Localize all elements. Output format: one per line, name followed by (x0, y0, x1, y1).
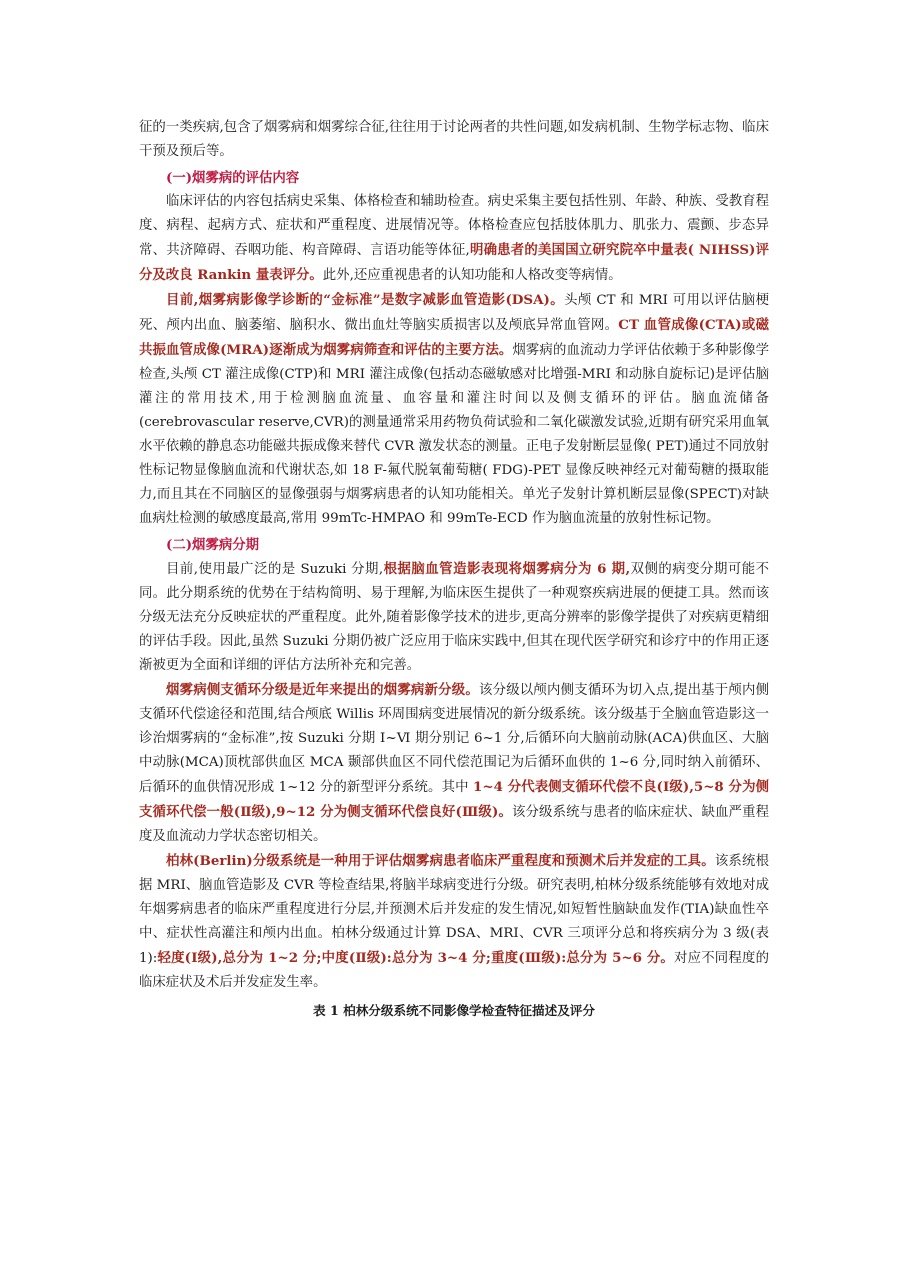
highlighted-text: 根据脑血管造影表现将烟雾病分为 6 期, (383, 561, 631, 577)
text-run: 该系统根据 MRI、脑血管造影及 CVR 等检查结果,将脑半球病变进行分级。研究表明,柏林分级系统能够有效地对成年烟雾病患者的临床严重程度进行分层,并预测术后并发症的发生情况,如短暂性脑缺血发作(TIA)缺血性卒中、症状性高灌注和颅内出血。柏林分级通过计算 DSA、MRI、CVR 三项评分总和将疾病分为 3 级(表 1): (139, 854, 769, 966)
text-run: (二)烟雾病分期 (166, 537, 260, 553)
table-caption: 表 1 柏林分级系统不同影像学检查特征描述及评分 (312, 1003, 595, 1018)
highlighted-text: CT 血管成像(CTA)或磁共振血管成像(MRA)逐渐成为烟雾病筛查和评估的主要方法。 (139, 317, 769, 358)
highlighted-text: 烟雾病侧支循环分级是近年来提出的烟雾病新分级。 (166, 682, 479, 698)
text-run: 对应不同程度的临床症状及术后并发症发生率。 (139, 951, 769, 990)
highlighted-text: 1~4 分代表侧支循环代偿不良(Ⅰ级),5~8 分为侧支循环代偿一般(Ⅱ级),9~12 分为侧支循环代偿良好(Ⅲ级)。 (139, 779, 769, 820)
text-run: 头颅 CT 和 MRI 可用以评估脑梗死、颅内出血、脑萎缩、脑积水、微出血灶等脑实质损害以及颅底异常血管网。 (139, 293, 769, 333)
text-run: 征的一类疾病,包含了烟雾病和烟雾综合征,往往用于讨论两者的共性问题,如发病机制、生物学标志物、临床干预及预后等。 (139, 120, 769, 159)
paragraph-staging (139, 557, 769, 678)
text-run: 烟雾病的血流动力学评估依赖于多种影像学检查,头颅 CT 灌注成像(CTP)和 MRI 灌注成像(包括动态磁敏感对比增强-MRI 和动脉自旋标记)是评估脑灌注的常用技术,用于检测脑血流量、血容量和灌注时间以及侧支循环的评估。脑血流储备(cerebrovascular reserve,CVR)的测量通常采用药物负荷试验和二氧化碳激发试验,近期有研究采用血氧水平依赖的静息态功能磁共振成像来替代 CVR 激发状态的测量。正电子发射断层显像( PET)通过不同放射性标记物显像脑血流和代谢状态,如 18 F-氟代脱氧葡萄糖( FDG)-PET 显像反映神经元对葡萄糖的摄取能力,而且其在不同脑区的显像强弱与烟雾病患者的认知功能相关。单光子发射计算机断层显像(SPECT)对缺血病灶检测的敏感度最高,常用 99mTc-HMPAO 和 99mTe-ECD 作为脑血流量的放射性标记物。 (139, 343, 769, 526)
highlighted-text: 轻度(Ⅰ级),总分为 1~2 分;中度(Ⅱ级):总分为 3~4 分;重度(Ⅲ级):总分为 5~6 分。 (157, 950, 675, 966)
text-run: 双侧的病变分期可能不同。此分期系统的优势在于结构简明、易于理解,为临床医生提供了一种观察疾病进展的便捷工具。然而该分级无法充分反映症状的严重程度。此外,随着影像学技术的进步,更高分辨率的影像学提供了对疾病更精细的评估手段。因此,虽然 Suzuki 分期仍被广泛应用于临床实践中,但其在现代医学研究和诊疗中的作用正逐渐被更为全面和详细的评估方法所补充和完善。 (139, 562, 769, 673)
paragraph-collateral (139, 678, 769, 849)
text-run: 目前,使用最广泛的是 Suzuki 分期, (166, 562, 384, 577)
paragraph-intro (139, 116, 769, 164)
document-body (139, 116, 769, 995)
document-page (139, 116, 769, 1023)
text-run: 该分级系统与患者的临床症状、缺血严重程度及血流动力学状态密切相关。 (139, 805, 769, 844)
highlighted-text: 明确患者的美国国立研究院卒中量表( NIHSS)评分及改良 Rankin 量表评分。 (139, 242, 769, 283)
text-run: 临床评估的内容包括病史采集、体格检查和辅助检查。病史采集主要包括性别、年龄、种族、受教育程度、病程、起病方式、症状和严重程度、进展情况等。体格检查应包括肢体肌力、肌张力、震颤、步态异常、共济障碍、吞咽功能、构音障碍、言语功能等体征, (139, 194, 769, 258)
paragraph-berlin (139, 849, 769, 995)
highlighted-text: 目前,烟雾病影像学诊断的“金标准”是数字减影血管造影(DSA)。 (166, 292, 565, 308)
paragraph-imaging (139, 288, 769, 531)
text-run: (一)烟雾病的评估内容 (166, 170, 300, 186)
paragraph-eval-content (139, 190, 769, 288)
text-run: 该分级以颅内侧支循环为切入点,提出基于颅内侧支循环代偿途径和范围,结合颅底 Willis 环周围病变进展情况的新分级系统。该分级基于全脑血管造影这一诊治烟雾病的“金标准”,按 Suzuki 分期 Ⅰ~Ⅵ 期分别记 6~1 分,后循环向大脑前动脉(ACA)供血区、大脑中动脉(MCA)顶枕部供血区 MCA 颞部供血区不同代偿范围记为后循环血供的 1~6 分,同时纳入前循环、后循环的血供情况形成 1~12 分的新型评分系统。其中 (139, 683, 769, 795)
section-heading (166, 533, 769, 557)
section-heading (166, 166, 769, 190)
highlighted-text: 柏林(Berlin)分级系统是一种用于评估烟雾病患者临床严重程度和预测术后并发症的工具。 (166, 853, 715, 869)
text-run: 此外,还应重视患者的认知功能和人格改变等病情。 (322, 268, 622, 283)
